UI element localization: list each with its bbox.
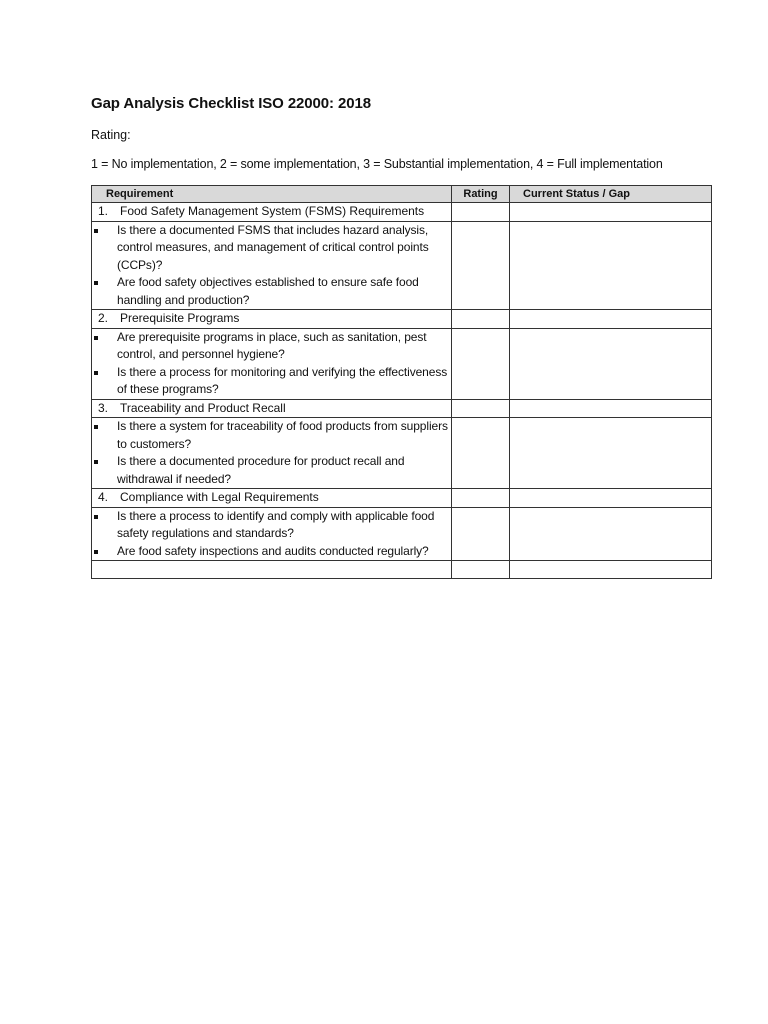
section-number: 4. [98, 490, 109, 504]
bullet-icon [94, 460, 98, 464]
table-header-row [92, 186, 712, 203]
document-title: Gap Analysis Checklist ISO 22000: 2018 [91, 95, 371, 112]
rating-label: Rating: [91, 128, 131, 142]
section-row-1 [92, 203, 712, 222]
question-row-2 [92, 328, 712, 399]
rating-cell[interactable] [452, 561, 510, 579]
header-rating: Rating [452, 186, 510, 203]
section-title: Food Safety Management System (FSMS) Requirements [120, 204, 425, 218]
section-title: Compliance with Legal Requirements [120, 490, 319, 504]
questions-cell [92, 221, 452, 310]
rating-cell[interactable] [452, 489, 510, 508]
section-row-3 [92, 399, 712, 418]
question-item [92, 222, 451, 275]
question-item [92, 418, 451, 453]
question-row-4 [92, 507, 712, 561]
section-title-cell [92, 310, 452, 329]
rating-cell[interactable] [452, 328, 510, 399]
question-text: Is there a process for monitoring and verifying the effectiveness of these programs? [117, 364, 448, 396]
section-number: 1. [98, 204, 109, 218]
question-item [92, 453, 451, 488]
section-title: Prerequisite Programs [120, 311, 240, 325]
blank-row [92, 561, 712, 579]
section-number: 3. [98, 400, 109, 415]
bullet-icon [94, 371, 98, 375]
questions-cell [92, 507, 452, 561]
status-cell[interactable] [510, 310, 712, 329]
rating-cell[interactable] [452, 399, 510, 418]
bullet-icon [94, 281, 98, 285]
status-cell[interactable] [510, 561, 712, 579]
section-title: Traceability and Product Recall [120, 400, 286, 415]
bullet-icon [94, 425, 98, 429]
section-row-4 [92, 489, 712, 508]
bullet-icon [94, 515, 98, 519]
rating-cell[interactable] [452, 203, 510, 222]
question-item [92, 543, 451, 561]
question-row-1 [92, 221, 712, 310]
questions-cell [92, 418, 452, 489]
questions-cell [92, 328, 452, 399]
question-text: Are food safety objectives established to ensure safe food handling and production? [117, 275, 419, 307]
rating-cell[interactable] [452, 418, 510, 489]
question-text: Is there a process to identify and comply with applicable food safety regulations and standards? [117, 508, 435, 540]
question-text: Is there a system for traceability of food products from suppliers to customers? [117, 419, 448, 451]
section-row-2 [92, 310, 712, 329]
rating-cell[interactable] [452, 221, 510, 310]
question-text: Is there a documented FSMS that includes hazard analysis, control measures, and management of critical control points (CCPs)? [117, 222, 429, 272]
question-row-3 [92, 418, 712, 489]
section-title-cell [92, 489, 452, 508]
question-item [92, 274, 451, 309]
status-cell[interactable] [510, 328, 712, 399]
header-requirement: Requirement [92, 186, 452, 203]
status-cell[interactable] [510, 418, 712, 489]
status-cell[interactable] [510, 221, 712, 310]
rating-cell[interactable] [452, 310, 510, 329]
question-text: Are food safety inspections and audits conducted regularly? [117, 543, 429, 558]
question-text: Are prerequisite programs in place, such as sanitation, pest control, and personnel hygiene? [117, 329, 427, 361]
bullet-icon [94, 229, 98, 233]
status-cell[interactable] [510, 399, 712, 418]
status-cell[interactable] [510, 489, 712, 508]
rating-cell[interactable] [452, 507, 510, 561]
section-number: 2. [98, 311, 109, 325]
question-item [92, 364, 451, 399]
question-text: Is there a documented procedure for product recall and withdrawal if needed? [117, 454, 405, 486]
status-cell[interactable] [510, 203, 712, 222]
question-item [92, 508, 451, 543]
status-cell[interactable] [510, 507, 712, 561]
bullet-icon [94, 550, 98, 554]
section-title-cell [92, 203, 452, 222]
section-title-cell [92, 399, 452, 418]
header-status: Current Status / Gap [510, 186, 712, 203]
rating-scale: 1 = No implementation, 2 = some implementation, 3 = Substantial implementation, 4 = Full implementation [91, 157, 663, 171]
gap-analysis-table [91, 185, 712, 579]
bullet-icon [94, 336, 98, 340]
question-item [92, 329, 451, 364]
blank-requirement-cell[interactable] [92, 561, 452, 579]
